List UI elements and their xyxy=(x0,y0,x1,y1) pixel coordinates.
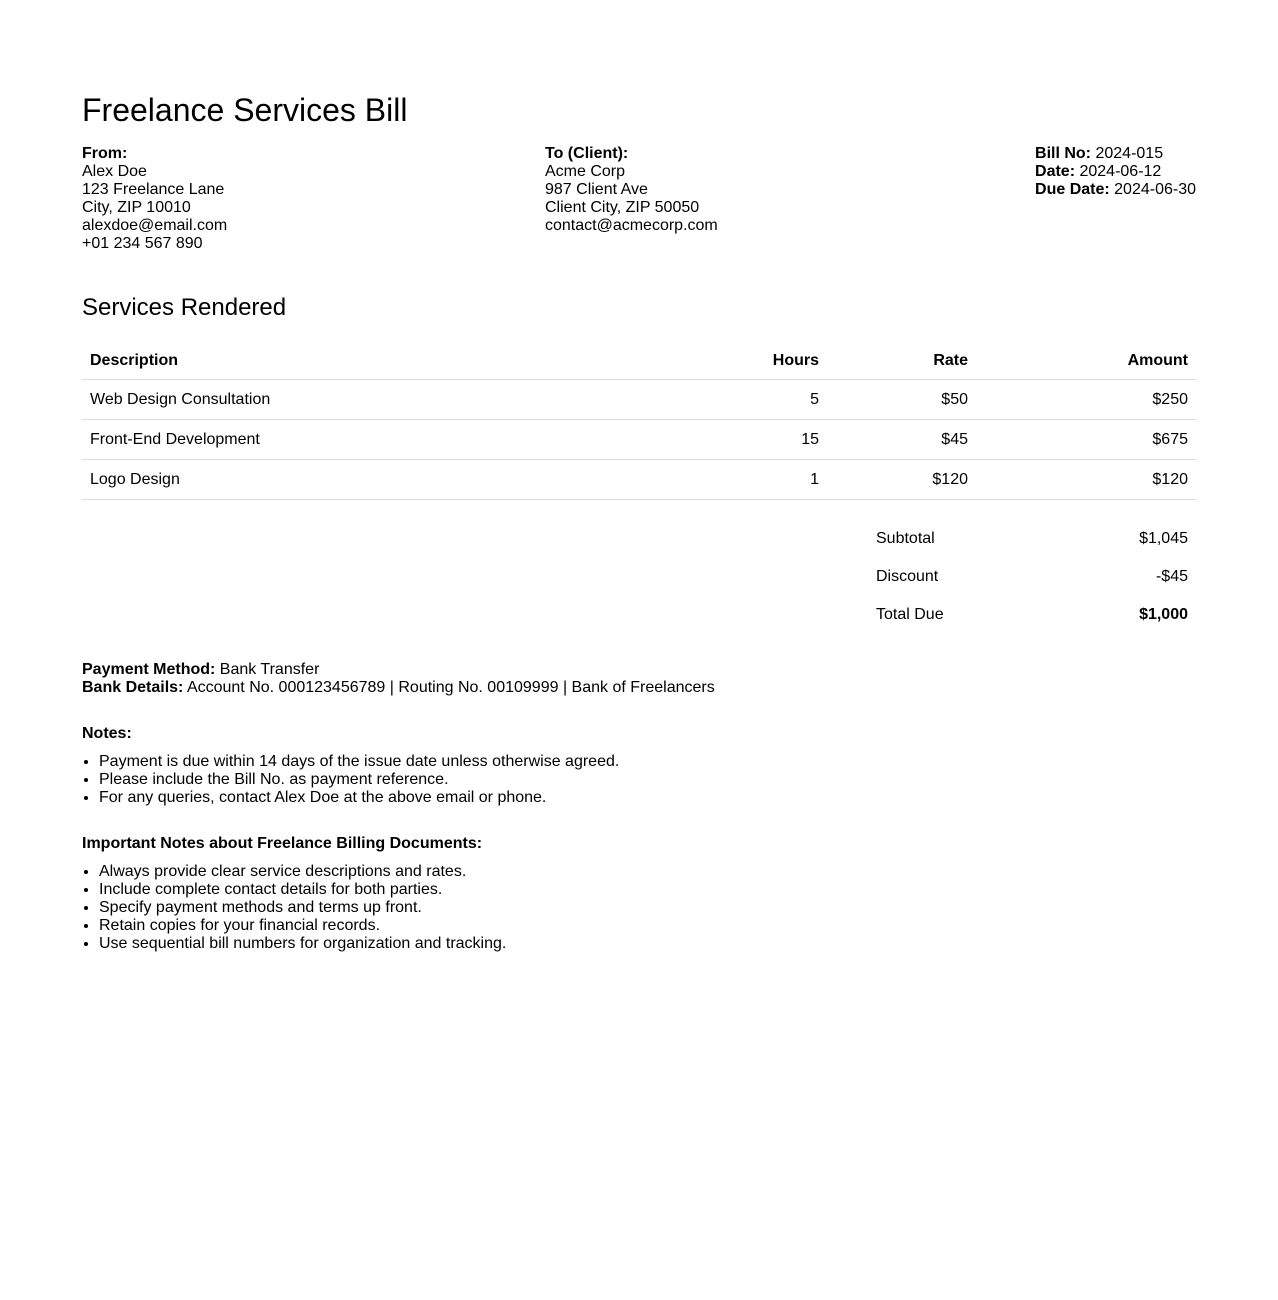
list-item: • Retain copies for your financial records. xyxy=(99,917,1196,935)
to-street: 987 Client Ave xyxy=(545,181,648,198)
notes-heading: Notes: xyxy=(82,725,132,742)
payment-section xyxy=(82,661,1196,697)
services-heading: Services Rendered xyxy=(82,294,287,321)
parties-section xyxy=(82,145,1196,263)
discount-label: Discount xyxy=(876,568,939,585)
bank-details-row xyxy=(82,679,1196,697)
cell-rate: $45 xyxy=(827,420,976,460)
list-item: • Specify payment methods and terms up front. xyxy=(99,899,1196,917)
total-due-value: $1,000 xyxy=(1139,606,1188,623)
totals-table xyxy=(868,520,1196,634)
due-date-row xyxy=(1035,181,1196,199)
to-name: Acme Corp xyxy=(545,163,626,180)
cell-rate: $120 xyxy=(827,460,976,500)
list-item: • Include complete contact details for both parties. xyxy=(99,881,1196,899)
discount-row xyxy=(868,558,1196,596)
list-item: • Payment is due within 14 days of the issue date unless otherwise agreed. xyxy=(99,753,1196,771)
table-row xyxy=(82,380,1196,420)
cell-rate: $50 xyxy=(827,380,976,420)
bill-number-value: 2024-015 xyxy=(1095,145,1164,162)
cell-hours: 5 xyxy=(751,380,827,420)
cell-amount: $675 xyxy=(976,420,1196,460)
table-row xyxy=(82,460,1196,500)
payment-method-label: Payment Method: xyxy=(82,661,216,678)
services-header-row xyxy=(82,343,1196,380)
col-hours: Hours xyxy=(751,343,827,380)
cell-hours: 15 xyxy=(751,420,827,460)
notes-list xyxy=(82,753,1196,807)
bill-date-label: Date: xyxy=(1035,163,1076,180)
total-due-row xyxy=(868,596,1196,634)
payment-method-value: Bank Transfer xyxy=(219,661,320,678)
payment-method-row xyxy=(82,661,1196,679)
cell-amount: $120 xyxy=(976,460,1196,500)
from-phone: +01 234 567 890 xyxy=(82,235,203,252)
list-item: • Use sequential bill numbers for organization and tracking. xyxy=(99,935,1196,953)
to-email: contact@acmecorp.com xyxy=(545,217,718,234)
bill-date-row xyxy=(1035,163,1196,181)
list-item: • Always provide clear service descriptions and rates. xyxy=(99,863,1196,881)
cell-description: Logo Design xyxy=(82,460,751,500)
cell-hours: 1 xyxy=(751,460,827,500)
bank-details-value: Account No. 000123456789 | Routing No. 00109999 | Bank of Freelancers xyxy=(186,679,715,696)
important-notes-heading: Important Notes about Freelance Billing Documents: xyxy=(82,835,483,852)
from-street: 123 Freelance Lane xyxy=(82,181,225,198)
from-label: From: xyxy=(82,145,128,162)
subtotal-row xyxy=(868,520,1196,558)
subtotal-value: $1,045 xyxy=(1139,530,1188,547)
bill-date-value: 2024-06-12 xyxy=(1079,163,1162,180)
list-item: • For any queries, contact Alex Doe at the above email or phone. xyxy=(99,789,1196,807)
cell-description: Web Design Consultation xyxy=(82,380,751,420)
due-date-value: 2024-06-30 xyxy=(1114,181,1196,198)
subtotal-label: Subtotal xyxy=(876,530,935,547)
services-table xyxy=(82,343,1196,500)
from-city: City, ZIP 10010 xyxy=(82,199,191,216)
to-city: Client City, ZIP 50050 xyxy=(545,199,700,216)
cell-amount: $250 xyxy=(976,380,1196,420)
important-notes-list xyxy=(82,863,1196,953)
due-date-label: Due Date: xyxy=(1035,181,1110,198)
bill-number-label: Bill No: xyxy=(1035,145,1092,162)
cell-description: Front-End Development xyxy=(82,420,751,460)
from-name: Alex Doe xyxy=(82,163,147,180)
from-block xyxy=(82,145,227,253)
to-block xyxy=(545,145,718,235)
col-rate: Rate xyxy=(827,343,976,380)
discount-value: -$45 xyxy=(1155,568,1188,585)
to-label: To (Client): xyxy=(545,145,629,162)
page-title: Freelance Services Bill xyxy=(82,92,408,128)
bill-meta-block xyxy=(1035,145,1196,199)
from-email: alexdoe@email.com xyxy=(82,217,228,234)
col-amount: Amount xyxy=(976,343,1196,380)
total-due-label: Total Due xyxy=(876,606,944,623)
list-item: • Please include the Bill No. as payment reference. xyxy=(99,771,1196,789)
bank-details-label: Bank Details: xyxy=(82,679,184,696)
bill-number-row xyxy=(1035,145,1196,163)
col-description: Description xyxy=(82,343,751,380)
table-row xyxy=(82,420,1196,460)
